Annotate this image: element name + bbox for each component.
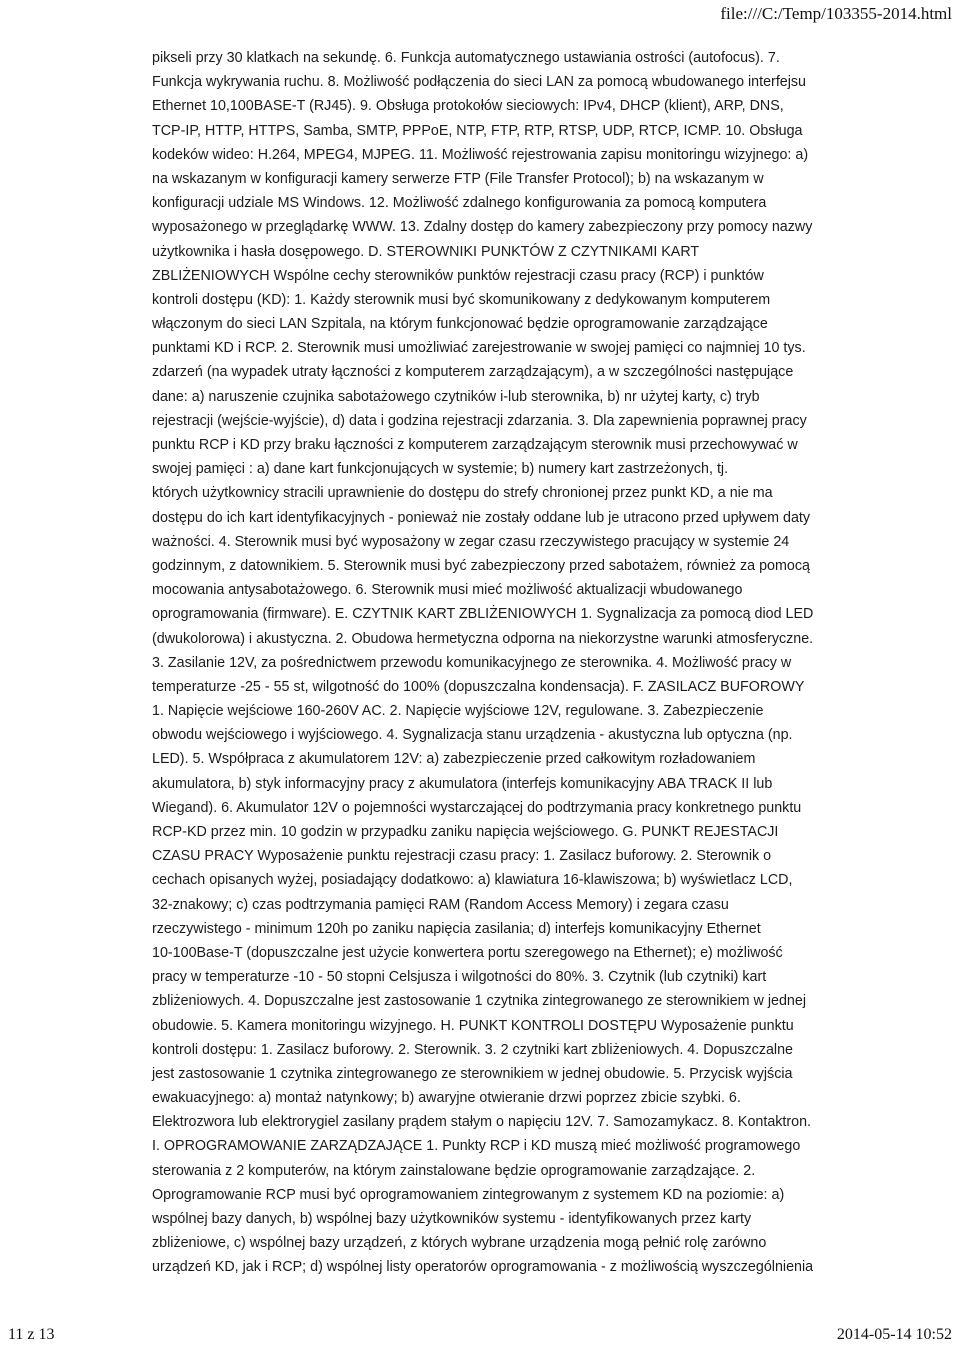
body-text-line: mocowania antysabotażowego. 6. Sterownik musi mieć możliwość aktualizacji wbudowanego: [152, 582, 743, 599]
body-text-line: TCP-IP, HTTP, HTTPS, Samba, SMTP, PPPoE, NTP, FTP, RTP, RTSP, UDP, RTCP, ICMP. 10. Obsługa: [152, 122, 803, 139]
body-text-line: 32-znakowy; c) czas podtrzymania pamięci RAM (Random Access Memory) i zegara czasu: [152, 896, 729, 913]
body-text-line: godzinnym, z datownikiem. 5. Sterownik musi być zabezpieczony przed sabotażem, również za pomocą: [152, 557, 810, 574]
body-text-line: sterowania z 2 komputerów, na którym zainstalowane będzie oprogramowanie zarządzające. 2.: [152, 1162, 756, 1179]
body-text-line: RCP-KD przez min. 10 godzin w przypadku zaniku napięcia wejściowego. G. PUNKT REJESTACJI: [152, 824, 779, 840]
body-text-line: rzeczywistego - minimum 120h po zaniku napięcia zasilania; d) interfejs komunikacyjny Ethernet: [152, 920, 761, 937]
page-url-header: file:///C:/Temp/103355-2014.html: [720, 4, 952, 23]
body-text-line: pikseli przy 30 klatkach na sekundę. 6. Funkcja automatycznego ustawiania ostrości (autofocus). 7.: [152, 50, 780, 66]
body-text-line: urządzeń KD, jak i RCP; d) wspólnej listy operatorów oprogramowania - z możliwością wyszczególnienia: [152, 1259, 814, 1276]
body-text-line: LED). 5. Współpraca z akumulatorem 12V: a) zabezpieczenie przed całkowitym rozładowaniem: [152, 751, 756, 768]
body-text-line: rejestracji (wejście-wyjście), d) data i godzina rejestracji zdarzania. 3. Dla zapewnienia poprawnej pracy: [152, 412, 807, 429]
body-text-line: zdarzeń (na wypadek utraty łączności z komputerem zarządzającym), a w szczególności następujące: [152, 364, 794, 381]
body-text-line: zbliżeniowe, c) wspólnej bazy urządzeń, z których wybrane urządzenia mogą pełnić rolę zarówno: [152, 1235, 767, 1252]
body-text-line: cechach opisanych wyżej, posiadający dodatkowo: a) klawiatura 16-klawiszowa; b) wyświetlacz LCD,: [152, 872, 793, 889]
body-text-line: Ethernet 10,100BASE-T (RJ45). 9. Obsługa protokołów sieciowych: IPv4, DHCP (klient), ARP, DNS,: [152, 98, 784, 115]
body-text-line: wyposażonego w przeglądarkę WWW. 13. Zdalny dostęp do kamery zabezpieczony przy pomocy nazwy: [152, 219, 813, 236]
body-text-line: (dwukolorowa) i akustyczna. 2. Obudowa hermetyczna odporna na niekorzystne warunki atmosferyczne.: [152, 630, 814, 647]
body-text-line: 1. Napięcie wejściowe 160-260V AC. 2. Napięcie wyjściowe 12V, regulowane. 3. Zabezpieczenie: [152, 703, 764, 720]
body-text-line: Funkcja wykrywania ruchu. 8. Możliwość podłączenia do sieci LAN za pomocą wbudowanego interfejsu: [152, 74, 807, 91]
body-text-line: konfiguracji udziale MS Windows. 12. Możliwość zdalnego konfigurowania za pomocą komputera: [152, 195, 767, 212]
body-text-line: swojej pamięci : a) dane kart funkcjonujących w systemie; b) numery kart zastrzeżonych, tj.: [152, 461, 729, 478]
body-text-line: których użytkownicy stracili uprawnienie do dostępu do strefy chronionej przez punkt KD, a nie ma: [152, 485, 773, 502]
body-text-line: użytkownika i hasła dosępowego. D. STEROWNIKI PUNKTÓW Z CZYTNIKAMI KART: [152, 243, 700, 260]
body-text-line: 3. Zasilanie 12V, za pośrednictwem przewodu komunikacyjnego ze sterownika. 4. Możliwość pracy w: [152, 654, 792, 671]
body-text-line: kontroli dostępu: 1. Zasilacz buforowy. 2. Sterownik. 3. 2 czytniki kart zbliżeniowych. 4. Dopuszczalne: [152, 1041, 794, 1058]
body-text-line: punktu RCP i KD przy braku łączności z komputerem zarządzającym sterownik musi przechowywać w: [152, 437, 798, 453]
body-text-line: obudowie. 5. Kamera monitoringu wizyjnego. H. PUNKT KONTROLI DOSTĘPU Wyposażenie punktu: [152, 1017, 794, 1034]
body-text-line: Wiegand). 6. Akumulator 12V o pojemności wystarczającej do podtrzymania pracy konkretnego punktu: [152, 799, 802, 816]
body-text-line: 10-100Base-T (dopuszczalne jest użycie konwertera portu szeregowego na Ethernet); e) możliwość: [152, 944, 783, 961]
body-text-line: akumulatora, b) styk informacyjny pracy z akumulatora (interfejs komunikacyjny ABA TRACK II lub: [152, 775, 773, 792]
body-text-line: dane: a) naruszenie czujnika sabotażowego czytników i-lub sterownika, b) nr użytej karty, c) tryb: [152, 388, 760, 405]
document-body-text: [152, 46, 892, 1280]
print-timestamp: 2014-05-14 10:52: [836, 1326, 952, 1343]
body-text-line: Oprogramowanie RCP musi być oprogramowaniem zintegrowanym z systemem KD na poziomie: a): [152, 1186, 785, 1203]
body-text-line: punktami KD i RCP. 2. Sterownik musi umożliwiać zarejestrowanie w swojej pamięci co najmniej 10 tys.: [152, 340, 806, 357]
body-text-line: pracy w temperaturze -10 - 50 stopni Celsjusza i wilgotności do 80%. 3. Czytnik (lub czytniki) kart: [152, 969, 767, 986]
body-text-line: ZBLIŻENIOWYCH Wspólne cechy sterowników punktów rejestracji czasu pracy (RCP) i punktów: [152, 267, 764, 284]
body-text-line: oprogramowania (firmware). E. CZYTNIK KART ZBLIŻENIOWYCH 1. Sygnalizacja za pomocą diod LED: [152, 606, 814, 623]
body-text-line: obwodu wejściowego i wyjściowego. 4. Sygnalizacja stanu urządzenia - akustyczna lub optyczna (np.: [152, 727, 793, 744]
body-text-line: ewakuacyjnego: a) montaż natynkowy; b) awaryjne otwieranie drzwi poprzez zbicie szybki. 6.: [152, 1090, 741, 1107]
body-text-line: wspólnej bazy danych, b) wspólnej bazy użytkowników systemu - identyfikowanych przez karty: [152, 1211, 752, 1227]
body-text-line: włączonym do sieci LAN Szpitala, na którym funkcjonować będzie oprogramowanie zarządzające: [152, 316, 768, 333]
body-text-line: kontroli dostępu (KD): 1. Każdy sterownik musi być skomunikowany z dedykowanym komputerem: [152, 291, 771, 308]
body-text-line: dostępu do ich kart identyfikacyjnych - ponieważ nie zostały oddane lub je utracono przed upływem daty: [152, 509, 811, 526]
body-text-line: Elektrozwora lub elektrorygiel zasilany prądem stałym o napięciu 12V. 7. Samozamykacz. 8. Kontaktron.: [152, 1114, 812, 1131]
body-text-line: CZASU PRACY Wyposażenie punktu rejestracji czasu pracy: 1. Zasilacz buforowy. 2. Sterownik o: [152, 848, 772, 865]
body-text-line: kodeków wideo: H.264, MPEG4, MJPEG. 11. Możliwość rejestrowania zapisu monitoringu wizyjnego: a): [152, 146, 809, 163]
body-text-line: zbliżeniowych. 4. Dopuszczalne jest zastosowanie 1 czytnika zintegrowanego ze sterownikiem w jednej: [152, 993, 807, 1010]
body-text-line: na wskazanym w konfiguracji kamery serwerze FTP (File Transfer Protocol); b) na wskazanym w: [152, 170, 764, 187]
page-number: 11 z 13: [8, 1326, 55, 1343]
body-text-line: I. OPROGRAMOWANIE ZARZĄDZAJĄCE 1. Punkty RCP i KD muszą mieć możliwość programowego: [152, 1138, 801, 1155]
body-text-line: jest zastosowanie 1 czytnika zintegrowanego ze sterownikiem w jednej obudowie. 5. Przycisk wyjścia: [152, 1065, 793, 1082]
body-text-line: temperaturze -25 - 55 st, wilgotność do 100% (dopuszczalna kondensacja). F. ZASILACZ BUFOROWY: [152, 678, 805, 695]
body-text-line: ważności. 4. Sterownik musi być wyposażony w zegar czasu rzeczywistego pracujący w systemie 24: [152, 533, 790, 550]
